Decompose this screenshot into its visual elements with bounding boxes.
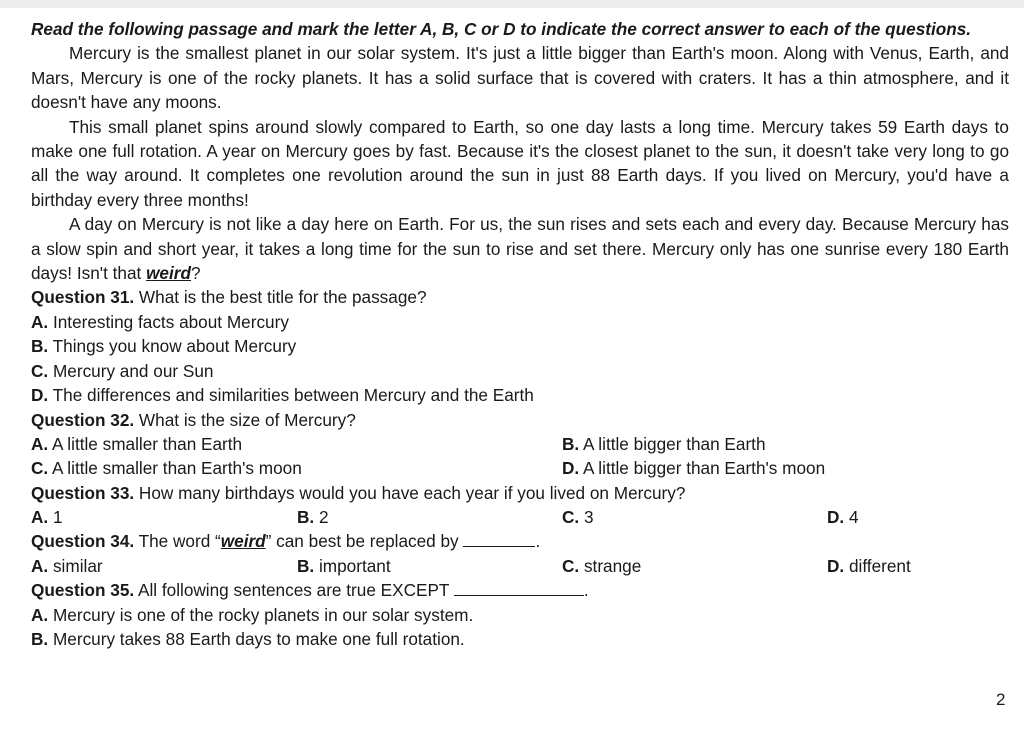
question-period: . <box>535 531 541 552</box>
question-text: What is the best title for the passage? <box>134 287 427 308</box>
option-letter: B. <box>562 433 580 454</box>
option-text: A little bigger than Earth's moon <box>579 458 826 479</box>
question-31 <box>31 285 1009 309</box>
option-letter: C. <box>31 458 49 479</box>
q34-option-d[interactable] <box>827 554 911 578</box>
option-text: Mercury takes 88 Earth days to make one full rotation. <box>48 629 465 650</box>
option-text: 2 <box>314 507 329 528</box>
question-label: Question 34. <box>31 531 135 552</box>
q34-option-a[interactable] <box>31 554 103 578</box>
q31-option-b[interactable] <box>31 334 1009 358</box>
option-letter: A. <box>31 555 49 576</box>
option-text: A little bigger than Earth <box>579 433 766 454</box>
question-label: Question 32. <box>31 409 135 430</box>
answer-blank[interactable] <box>463 532 535 547</box>
question-label: Question 35. <box>31 580 135 601</box>
option-text: Mercury is one of the rocky planets in our solar system. <box>48 604 474 625</box>
option-letter: B. <box>297 507 315 528</box>
passage-paragraph-1: Mercury is the smallest planet in our solar system. It's just a little bigger than Earth's moon. Along with Venus, Earth, and Mars, Mercury is one of the rocky planets. It has a solid surface that is covered with craters. It has a thin atmosphere, and it doesn't have any moons. <box>31 43 1009 113</box>
option-text: A little smaller than Earth <box>48 433 243 454</box>
option-letter: C. <box>31 360 49 381</box>
option-letter: D. <box>827 555 845 576</box>
option-text: A little smaller than Earth's moon <box>48 458 302 479</box>
page-number: 2 <box>996 690 1006 709</box>
option-letter: B. <box>297 555 315 576</box>
option-text: The differences and similarities between Mercury and the Earth <box>48 385 534 406</box>
question-32 <box>31 408 1009 432</box>
q31-option-c[interactable] <box>31 359 1009 383</box>
q33-option-a[interactable] <box>31 505 63 529</box>
q32-options-row-1 <box>31 432 1009 456</box>
q33-option-d[interactable] <box>827 505 859 529</box>
instruction-text: Read the following passage and mark the letter A, B, C or D to indicate the correct answer to each of the questions. <box>31 19 972 39</box>
question-33 <box>31 481 1009 505</box>
q31-option-d[interactable] <box>31 383 1009 407</box>
q32-option-d[interactable] <box>562 456 825 480</box>
option-text: Mercury and our Sun <box>48 360 214 381</box>
question-text: What is the size of Mercury? <box>134 409 356 430</box>
option-text: similar <box>48 555 103 576</box>
option-text: Things you know about Mercury <box>48 336 297 357</box>
q33-options-row <box>31 505 1009 529</box>
q32-option-b[interactable] <box>562 432 766 456</box>
question-text: All following sentences are true EXCEPT <box>134 580 450 601</box>
passage-paragraph-3 <box>31 212 1009 285</box>
option-letter: D. <box>827 507 845 528</box>
answer-blank[interactable] <box>454 581 584 596</box>
option-letter: A. <box>31 507 49 528</box>
question-text: How many birthdays would you have each year if you lived on Mercury? <box>134 482 686 503</box>
option-letter: A. <box>31 433 49 454</box>
q31-option-a[interactable] <box>31 310 1009 334</box>
question-35 <box>31 578 1009 602</box>
q34-options-row <box>31 554 1009 578</box>
question-text: The word “ <box>134 531 221 552</box>
document-page <box>31 17 1009 652</box>
q33-option-c[interactable] <box>562 505 594 529</box>
option-text: different <box>844 555 911 576</box>
paragraph-3-text: A day on Mercury is not like a day here on Earth. For us, the sun rises and sets each and every day. Because Mercury has a slow spin and short year, it takes a long time for the sun to rise and set there. Mercury only has one sunrise every 180 Earth days! Isn't that <box>31 214 1009 284</box>
option-letter: A. <box>31 604 49 625</box>
option-letter: C. <box>562 507 580 528</box>
question-label: Question 33. <box>31 482 135 503</box>
q32-options-row-2 <box>31 456 1009 480</box>
quoted-word: weird <box>220 531 266 552</box>
q34-option-b[interactable] <box>297 554 391 578</box>
question-34 <box>31 529 1009 553</box>
question-text-end: ” can best be replaced by <box>265 531 459 552</box>
q32-option-c[interactable] <box>31 456 302 480</box>
option-text: strange <box>579 555 642 576</box>
q34-option-c[interactable] <box>562 554 641 578</box>
q33-option-b[interactable] <box>297 505 329 529</box>
option-letter: A. <box>31 311 49 332</box>
question-period: . <box>583 580 589 601</box>
q35-option-a[interactable] <box>31 603 1009 627</box>
passage-paragraph-2: This small planet spins around slowly compared to Earth, so one day lasts a long time. Mercury takes 59 Earth days to make one full rotation. A year on Mercury goes by fast. Because it's the closest planet to the sun, it doesn't take very long to go all the way around. It completes one revolution around the sun in just 88 Earth days. If you lived on Mercury, you'd have a birthday every three months! <box>31 116 1009 210</box>
option-text: 3 <box>579 507 594 528</box>
viewer-top-strip <box>0 0 1024 8</box>
highlighted-word: weird <box>146 263 191 284</box>
option-letter: D. <box>562 458 580 479</box>
q32-option-a[interactable] <box>31 432 242 456</box>
option-text: 1 <box>48 507 63 528</box>
option-text: Interesting facts about Mercury <box>48 311 289 332</box>
option-letter: D. <box>31 385 49 406</box>
q35-option-b[interactable] <box>31 627 1009 651</box>
option-letter: B. <box>31 629 49 650</box>
paragraph-3-end: ? <box>190 263 201 284</box>
option-text: 4 <box>844 507 859 528</box>
option-letter: B. <box>31 336 49 357</box>
question-label: Question 31. <box>31 287 135 308</box>
option-text: important <box>314 555 391 576</box>
option-letter: C. <box>562 555 580 576</box>
